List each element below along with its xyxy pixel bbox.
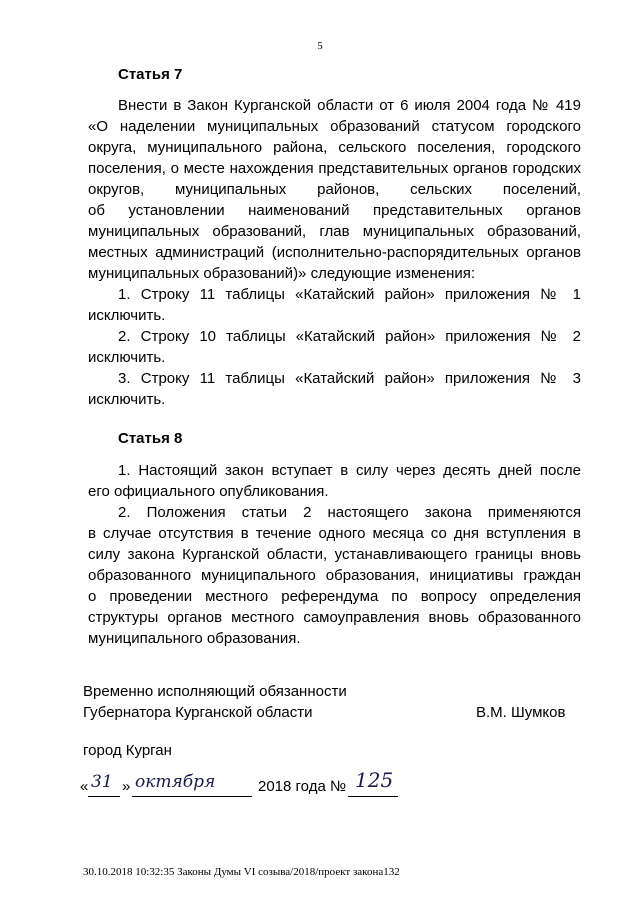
article-7-line: поселения, о месте нахождения представительных органов городских [88, 160, 581, 177]
article-7-item-1: 1. Строку 11 таблицы «Катайский район» приложения № 1 [118, 286, 581, 303]
article-8-item-2: 2. Положения статьи 2 настоящего закона применяются [118, 504, 581, 521]
handwritten-month: октября [135, 772, 216, 792]
article-7-heading: Статья 7 [118, 66, 183, 83]
article-7-item-2: 2. Строку 10 таблицы «Катайский район» приложения № 2 [118, 328, 581, 345]
page-number: 5 [317, 40, 323, 52]
article-7-line: об установлении наименований представительных органов [88, 202, 581, 219]
date-close-quote: » [122, 778, 131, 795]
article-8-line: о проведении местного референдума по вопросу определения [88, 588, 581, 605]
article-7-line: «О наделении муниципальных образований статусом городского [88, 118, 581, 135]
signatory-title-line-2: Губернатора Курганской области [83, 704, 313, 721]
handwritten-day: 31 [91, 772, 113, 792]
article-8-line: его официального опубликования. [88, 483, 329, 500]
article-7-line: округа, муниципального района, сельского поселения, городского [88, 139, 581, 156]
article-7-line: местных администраций (исполнительно-распорядительных органов [88, 244, 581, 261]
place-of-signing: город Курган [83, 742, 172, 759]
signatory-name: В.М. Шумков [476, 704, 566, 721]
article-7-line: муниципальных образований)» следующие изменения: [88, 265, 476, 282]
article-7-line: исключить. [88, 391, 166, 408]
date-year-text: 2018 года № [258, 778, 347, 795]
article-7-line: исключить. [88, 307, 166, 324]
article-7-line: округов, муниципальных районов, сельских поселений, [88, 181, 581, 198]
handwritten-law-number: 125 [355, 768, 394, 792]
article-7-line: Внести в Закон Курганской области от 6 июля 2004 года № 419 [118, 97, 581, 114]
date-open-quote: « [80, 778, 89, 795]
article-8-line: муниципального образования. [88, 630, 301, 647]
document-footer: 30.10.2018 10:32:35 Законы Думы VI созыва/2018/проект закона132 [83, 866, 400, 878]
article-7-line: муниципальных образований, глав муниципальных образований, [88, 223, 581, 240]
article-8-line: структуры органов местного самоуправления вновь образованного [88, 609, 581, 626]
article-8-heading: Статья 8 [118, 430, 183, 447]
month-underline [132, 796, 252, 797]
day-underline [88, 796, 120, 797]
article-8-line: в случае отсутствия в течение одного месяца со дня вступления в [88, 525, 581, 542]
article-8-item-1: 1. Настоящий закон вступает в силу через десять дней после [118, 462, 581, 479]
article-7-item-3: 3. Строку 11 таблицы «Катайский район» приложения № 3 [118, 370, 581, 387]
article-8-line: образованного муниципального образования, инициативы граждан [88, 567, 581, 584]
signatory-title-line-1: Временно исполняющий обязанности [83, 683, 347, 700]
article-7-line: исключить. [88, 349, 166, 366]
number-underline [348, 796, 398, 797]
article-8-line: силу закона Курганской области, устанавливающего границы вновь [88, 546, 581, 563]
